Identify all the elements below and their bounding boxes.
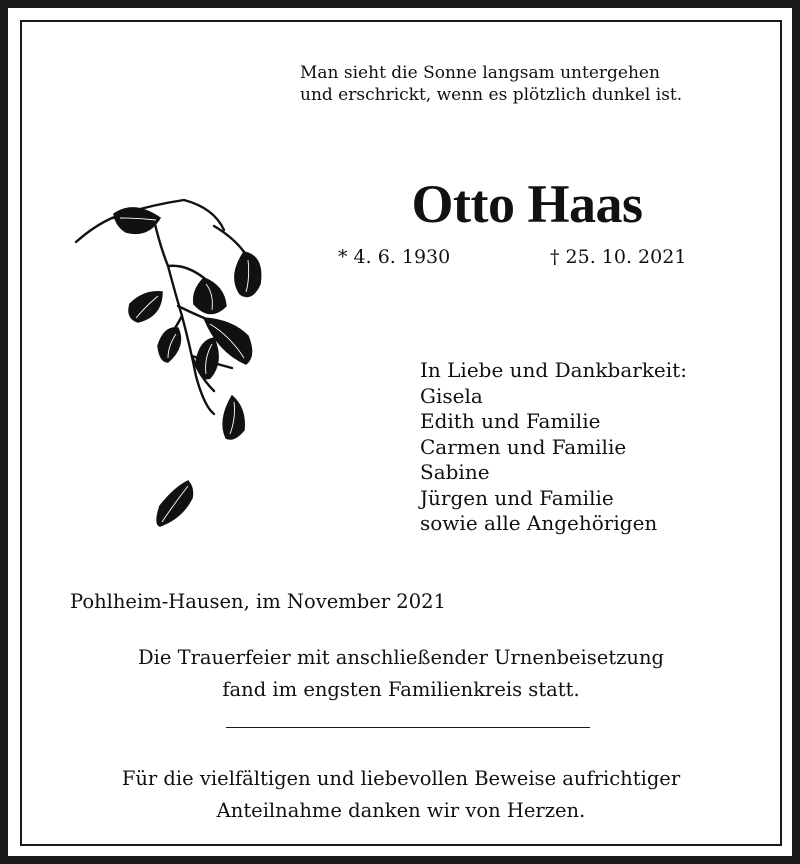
mourner-name: Edith und Familie — [420, 409, 601, 433]
mourner-name: Gisela — [420, 383, 483, 408]
divider-line — [226, 727, 590, 728]
quote-line-2: und erschrickt, wenn es plötzlich dunkel ist. — [300, 85, 683, 105]
thanks-note — [22, 763, 780, 827]
mourner-name: Jürgen und Familie — [420, 485, 614, 510]
mourners-block — [420, 358, 687, 537]
birch-branch-icon — [64, 186, 264, 540]
funeral-notice-line-1: Die Trauerfeier mit anschließender Urnenbeisetzung — [137, 646, 665, 669]
mourner-name: Carmen und Familie — [420, 434, 627, 459]
death-date: † 25. 10. 2021 — [550, 246, 687, 268]
obituary-card — [8, 8, 792, 856]
quote-line-1: Man sieht die Sonne langsam untergehen — [300, 63, 660, 83]
deceased-name: Otto Haas — [411, 174, 643, 234]
thanks-line-2: Anteilnahme danken wir von Herzen. — [216, 799, 586, 822]
birth-date: * 4. 6. 1930 — [338, 246, 451, 268]
mourners-heading: In Liebe und Dankbarkeit: — [420, 358, 687, 382]
quote — [300, 62, 682, 106]
funeral-notice-line-2: fand im engsten Familienkreis statt. — [222, 678, 580, 701]
mourner-name: Sabine — [420, 460, 490, 484]
mourner-name: sowie alle Angehörigen — [420, 511, 658, 535]
funeral-notice — [22, 642, 780, 706]
obituary-border — [20, 20, 782, 846]
place-and-date: Pohlheim-Hausen, im November 2021 — [70, 590, 446, 613]
thanks-line-1: Für die vielfältigen und liebevollen Beweise aufrichtiger — [121, 767, 681, 790]
